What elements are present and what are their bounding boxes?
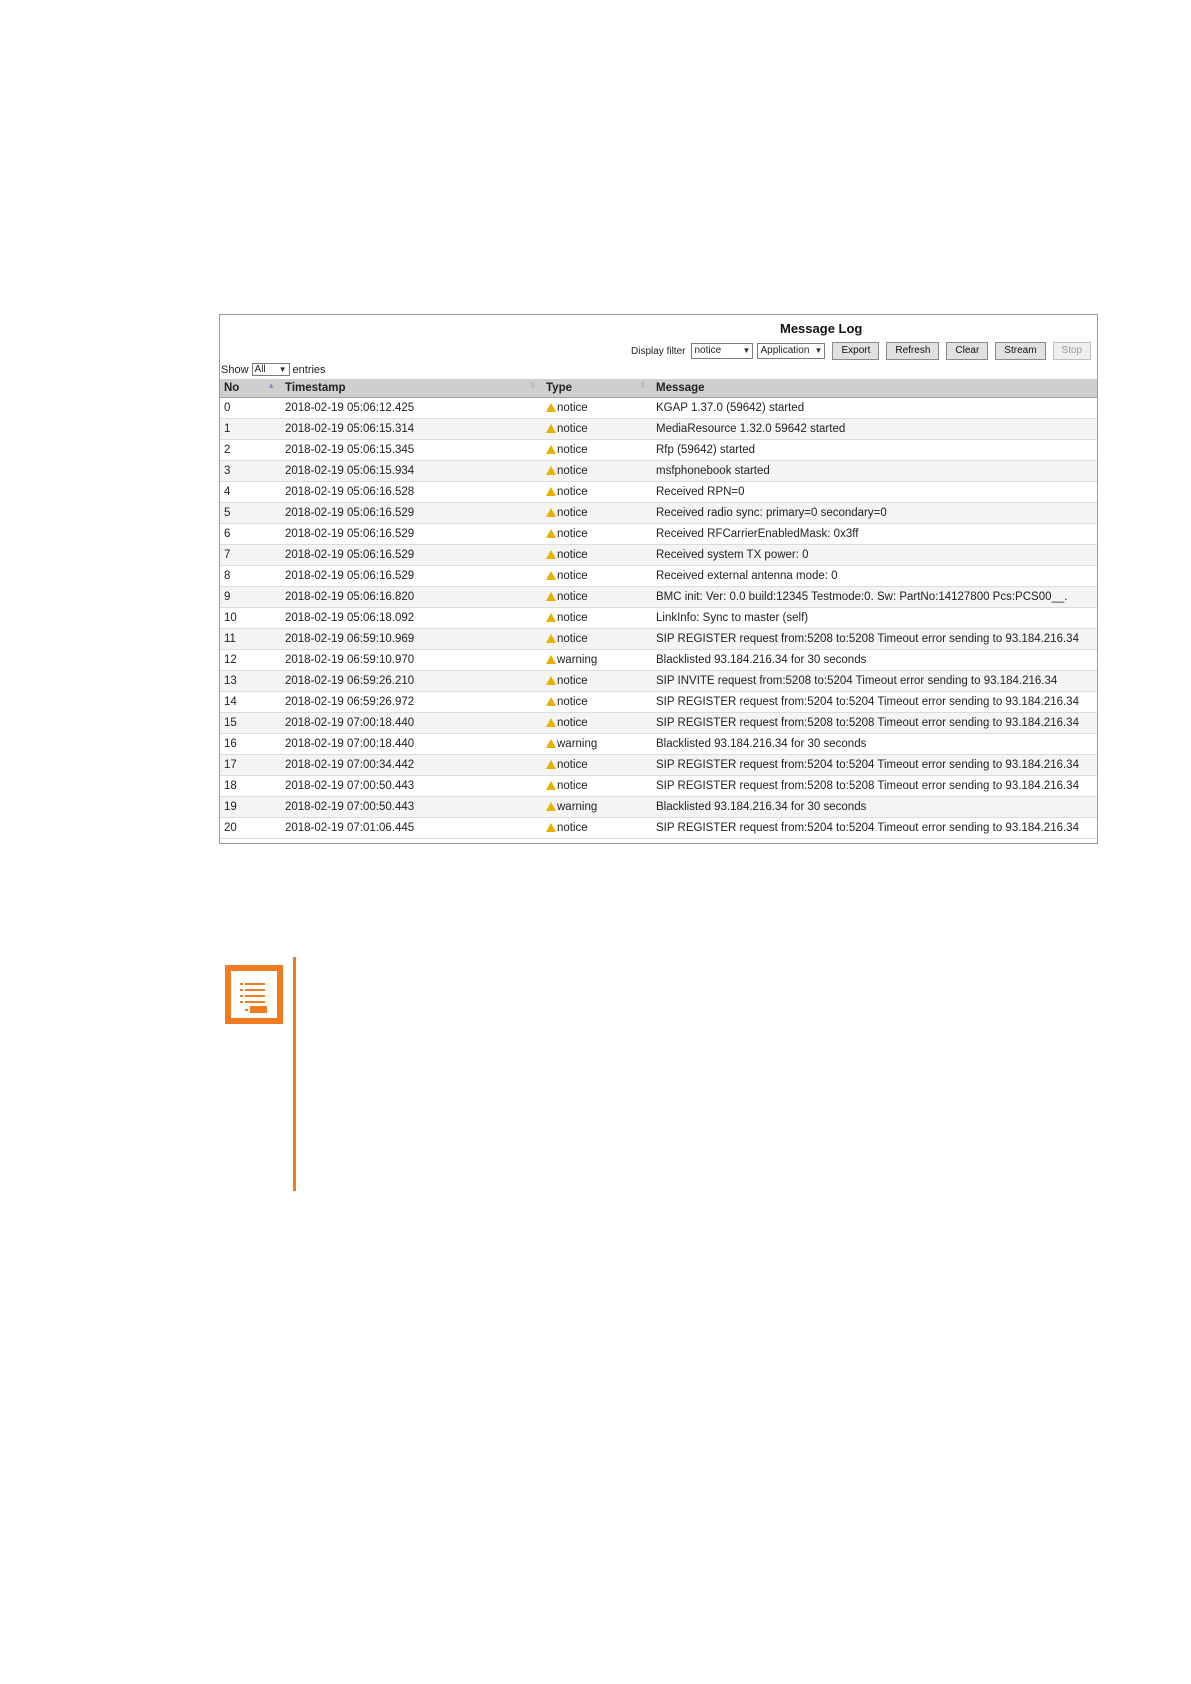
table-row[interactable]: [220, 650, 1097, 671]
cell-message-text: SIP REGISTER request from:5208 to:5208 Timeout error sending to 93.184.216.34: [656, 717, 1079, 729]
filter-toolbar: [631, 341, 1091, 361]
cell-no: [220, 524, 281, 545]
cell-type: [542, 650, 652, 671]
cell-timestamp: [281, 818, 542, 839]
cell-timestamp-text: 2018-02-19 05:06:16.820: [285, 591, 415, 603]
cell-type: [542, 503, 652, 524]
table-row[interactable]: [220, 524, 1097, 545]
cell-no: [220, 671, 281, 692]
cell-no-text: 19: [224, 801, 237, 813]
cell-type: [542, 461, 652, 482]
warning-icon: [546, 424, 556, 433]
cell-timestamp-text: 2018-02-19 06:59:10.970: [285, 654, 415, 666]
cell-timestamp: [281, 587, 542, 608]
warning-icon: [546, 592, 556, 601]
cell-no-text: 8: [224, 570, 231, 582]
chevron-down-icon: ▼: [742, 346, 751, 355]
cell-message-text: Blacklisted 93.184.216.34 for 30 seconds: [656, 801, 867, 813]
cell-type-text: notice: [557, 549, 588, 561]
cell-type-text: notice: [557, 507, 588, 519]
cell-timestamp-text: 2018-02-19 05:06:16.529: [285, 549, 415, 561]
cell-message-text: SIP REGISTER request from:5208 to:5208 Timeout error sending to 93.184.216.34: [656, 780, 1079, 792]
cell-no: [220, 545, 281, 566]
cell-timestamp: [281, 776, 542, 797]
cell-type: [542, 566, 652, 587]
table-row[interactable]: [220, 755, 1097, 776]
cell-timestamp-text: 2018-02-19 06:59:26.972: [285, 696, 415, 708]
table-row[interactable]: [220, 629, 1097, 650]
table-row[interactable]: [220, 692, 1097, 713]
cell-type: [542, 734, 652, 755]
cell-timestamp: [281, 503, 542, 524]
refresh-button[interactable]: Refresh: [886, 342, 939, 360]
cell-no-text: 3: [224, 465, 231, 477]
cell-timestamp-text: 2018-02-19 07:00:50.443: [285, 780, 415, 792]
table-row[interactable]: [220, 671, 1097, 692]
export-button[interactable]: Export: [832, 342, 879, 360]
table-row[interactable]: [220, 503, 1097, 524]
table-row[interactable]: [220, 587, 1097, 608]
cell-message-text: SIP REGISTER request from:5208 to:5208 Timeout error sending to 93.184.216.34: [656, 633, 1079, 645]
cell-type-text: notice: [557, 675, 588, 687]
cell-message: [652, 461, 1097, 482]
cell-type: [542, 818, 652, 839]
cell-no: [220, 692, 281, 713]
table-body: [220, 398, 1097, 839]
cell-no-text: 20: [224, 822, 237, 834]
cell-message: [652, 797, 1097, 818]
cell-no-text: 12: [224, 654, 237, 666]
cell-message: [652, 755, 1097, 776]
cell-no-text: 2: [224, 444, 231, 456]
cell-message-text: BMC init: Ver: 0.0 build:12345 Testmode:0. Sw: PartNo:14127800 Pcs:PCS00__.: [656, 591, 1068, 603]
warning-icon: [546, 739, 556, 748]
cell-no-text: 4: [224, 486, 231, 498]
cell-message: [652, 608, 1097, 629]
cell-timestamp-text: 2018-02-19 05:06:16.529: [285, 528, 415, 540]
column-header-no[interactable]: [220, 379, 281, 398]
cell-type-text: warning: [557, 738, 598, 750]
warning-icon: [546, 529, 556, 538]
cell-no-text: 5: [224, 507, 231, 519]
cell-timestamp-text: 2018-02-19 07:00:18.440: [285, 717, 415, 729]
table-row[interactable]: [220, 776, 1097, 797]
cell-timestamp: [281, 524, 542, 545]
cell-no: [220, 440, 281, 461]
cell-message: [652, 713, 1097, 734]
show-entries-select[interactable]: [252, 363, 290, 376]
cell-no-text: 10: [224, 612, 237, 624]
cell-timestamp-text: 2018-02-19 06:59:10.969: [285, 633, 415, 645]
warning-icon: [546, 760, 556, 769]
cell-message-text: MediaResource 1.32.0 59642 started: [656, 423, 846, 435]
cell-type: [542, 713, 652, 734]
cell-type: [542, 587, 652, 608]
warning-icon: [546, 802, 556, 811]
cell-message-text: SIP INVITE request from:5208 to:5204 Timeout error sending to 93.184.216.34: [656, 675, 1058, 687]
cell-no: [220, 503, 281, 524]
cell-message: [652, 587, 1097, 608]
cell-timestamp-text: 2018-02-19 05:06:15.345: [285, 444, 415, 456]
cell-type: [542, 797, 652, 818]
cell-message-text: SIP REGISTER request from:5204 to:5204 Timeout error sending to 93.184.216.34: [656, 822, 1079, 834]
cell-type: [542, 440, 652, 461]
cell-message-text: LinkInfo: Sync to master (self): [656, 612, 809, 624]
clear-button[interactable]: Clear: [946, 342, 988, 360]
cell-message-text: Received external antenna mode: 0: [656, 570, 838, 582]
table-row[interactable]: [220, 461, 1097, 482]
cell-timestamp-text: 2018-02-19 07:00:50.443: [285, 801, 415, 813]
table-row[interactable]: [220, 440, 1097, 461]
cell-type: [542, 398, 652, 419]
source-select[interactable]: [757, 343, 825, 359]
cell-message: [652, 398, 1097, 419]
show-entries-value: All: [254, 363, 266, 375]
cell-no: [220, 419, 281, 440]
cell-type: [542, 692, 652, 713]
cell-no-text: 17: [224, 759, 237, 771]
cell-message: [652, 692, 1097, 713]
table-header-row: [220, 379, 1097, 398]
cell-no-text: 11: [224, 633, 236, 645]
cell-timestamp-text: 2018-02-19 06:59:26.210: [285, 675, 415, 687]
cell-timestamp-text: 2018-02-19 05:06:15.314: [285, 423, 415, 435]
cell-type-text: notice: [557, 612, 588, 624]
table-row[interactable]: [220, 797, 1097, 818]
cell-timestamp-text: 2018-02-19 05:06:15.934: [285, 465, 415, 477]
cell-no-text: 18: [224, 780, 237, 792]
cell-message: [652, 671, 1097, 692]
table-row[interactable]: [220, 713, 1097, 734]
display-filter-select[interactable]: [691, 343, 753, 359]
cell-no: [220, 734, 281, 755]
cell-no: [220, 587, 281, 608]
cell-type-text: notice: [557, 633, 588, 645]
cell-message: [652, 482, 1097, 503]
cell-message-text: KGAP 1.37.0 (59642) started: [656, 402, 805, 414]
warning-icon: [546, 508, 556, 517]
warning-icon: [546, 676, 556, 685]
cell-type-text: notice: [557, 696, 588, 708]
source-value: Application: [760, 345, 810, 356]
cell-type-text: notice: [557, 423, 588, 435]
message-log-table: [220, 379, 1097, 839]
table-row[interactable]: [220, 566, 1097, 587]
stream-button[interactable]: Stream: [995, 342, 1045, 360]
warning-icon: [546, 571, 556, 580]
cell-message-text: SIP REGISTER request from:5204 to:5204 Timeout error sending to 93.184.216.34: [656, 696, 1079, 708]
show-label: Show: [221, 363, 249, 376]
cell-no: [220, 797, 281, 818]
warning-icon: [546, 466, 556, 475]
cell-no: [220, 818, 281, 839]
cell-no-text: 6: [224, 528, 231, 540]
cell-message: [652, 545, 1097, 566]
cell-timestamp: [281, 440, 542, 461]
table-row[interactable]: [220, 419, 1097, 440]
cell-timestamp: [281, 755, 542, 776]
cell-timestamp: [281, 650, 542, 671]
cell-no: [220, 482, 281, 503]
cell-timestamp: [281, 671, 542, 692]
cell-message-text: msfphonebook started: [656, 465, 770, 477]
cell-timestamp-text: 2018-02-19 05:06:16.529: [285, 570, 415, 582]
column-header-timestamp[interactable]: [281, 379, 542, 398]
cell-type: [542, 608, 652, 629]
warning-icon: [546, 487, 556, 496]
table-row[interactable]: [220, 482, 1097, 503]
sort-ascending-icon: ▲: [267, 381, 275, 390]
cell-no-text: 1: [224, 423, 231, 435]
cell-type: [542, 671, 652, 692]
cell-message-text: Received radio sync: primary=0 secondary=0: [656, 507, 887, 519]
column-header-message[interactable]: [652, 379, 1097, 398]
cell-type: [542, 545, 652, 566]
cell-no-text: 0: [224, 402, 231, 414]
cell-type-text: notice: [557, 717, 588, 729]
warning-icon: [546, 445, 556, 454]
warning-icon: [546, 613, 556, 622]
cell-no: [220, 608, 281, 629]
entries-label: entries: [292, 363, 326, 376]
warning-icon: [546, 697, 556, 706]
warning-icon: [546, 823, 556, 832]
column-header-timestamp-label: Timestamp: [285, 382, 346, 394]
cell-no: [220, 398, 281, 419]
cell-message: [652, 503, 1097, 524]
cell-type-text: notice: [557, 528, 588, 540]
column-header-no-label: No: [224, 382, 240, 394]
table-row[interactable]: [220, 818, 1097, 839]
cell-message-text: Blacklisted 93.184.216.34 for 30 seconds: [656, 654, 867, 666]
cell-no-text: 13: [224, 675, 237, 687]
warning-icon: [546, 403, 556, 412]
cell-no-text: 14: [224, 696, 237, 708]
cell-no: [220, 776, 281, 797]
cell-message: [652, 440, 1097, 461]
cell-message-text: Blacklisted 93.184.216.34 for 30 seconds: [656, 738, 867, 750]
cell-type-text: notice: [557, 780, 588, 792]
table-row[interactable]: [220, 398, 1097, 419]
cell-message-text: Received RPN=0: [656, 486, 745, 498]
cell-timestamp-text: 2018-02-19 07:00:34.442: [285, 759, 415, 771]
message-log-screenshot: [219, 314, 1098, 844]
cell-message-text: Received RFCarrierEnabledMask: 0x3ff: [656, 528, 859, 540]
column-header-type-label: Type: [546, 382, 572, 394]
cell-timestamp: [281, 398, 542, 419]
warning-icon: [546, 655, 556, 664]
cell-type-text: notice: [557, 759, 588, 771]
message-log-title: Message Log: [780, 321, 863, 336]
cell-timestamp-text: 2018-02-19 07:01:06.445: [285, 822, 415, 834]
cell-message: [652, 566, 1097, 587]
cell-type: [542, 755, 652, 776]
cell-no: [220, 713, 281, 734]
sort-both-icon: ⇕: [639, 381, 646, 390]
chevron-down-icon: ▼: [814, 346, 823, 355]
cell-type-text: warning: [557, 654, 598, 666]
cell-message: [652, 734, 1097, 755]
note-list-icon: [225, 965, 283, 1024]
cell-no-text: 16: [224, 738, 237, 750]
cell-type: [542, 482, 652, 503]
cell-timestamp: [281, 482, 542, 503]
column-header-type[interactable]: [542, 379, 652, 398]
table-row[interactable]: [220, 734, 1097, 755]
cell-timestamp-text: 2018-02-19 05:06:12.425: [285, 402, 415, 414]
column-header-message-label: Message: [656, 382, 705, 394]
note-divider-line: [293, 957, 296, 1191]
cell-message: [652, 524, 1097, 545]
cell-type-text: warning: [557, 801, 598, 813]
cell-message-text: Rfp (59642) started: [656, 444, 756, 456]
cell-message-text: Received system TX power: 0: [656, 549, 809, 561]
cell-timestamp-text: 2018-02-19 05:06:16.529: [285, 507, 415, 519]
cell-timestamp: [281, 692, 542, 713]
cell-timestamp: [281, 419, 542, 440]
cell-no: [220, 629, 281, 650]
cell-type-text: notice: [557, 591, 588, 603]
cell-timestamp: [281, 797, 542, 818]
cell-no-text: 15: [224, 717, 237, 729]
cell-timestamp: [281, 629, 542, 650]
stop-button[interactable]: Stop: [1053, 342, 1092, 360]
cell-timestamp-text: 2018-02-19 05:06:18.092: [285, 612, 415, 624]
cell-no-text: 9: [224, 591, 231, 603]
table-row[interactable]: [220, 545, 1097, 566]
cell-type-text: notice: [557, 570, 588, 582]
cell-no: [220, 650, 281, 671]
show-entries-control: [221, 363, 326, 376]
cell-message-text: SIP REGISTER request from:5204 to:5204 Timeout error sending to 93.184.216.34: [656, 759, 1079, 771]
warning-icon: [546, 718, 556, 727]
cell-no-text: 7: [224, 549, 231, 561]
cell-message: [652, 650, 1097, 671]
cell-message: [652, 818, 1097, 839]
cell-type: [542, 419, 652, 440]
cell-message: [652, 419, 1097, 440]
sort-both-icon: ⇕: [529, 381, 536, 390]
cell-type: [542, 629, 652, 650]
cell-timestamp: [281, 608, 542, 629]
cell-type-text: notice: [557, 465, 588, 477]
cell-timestamp: [281, 734, 542, 755]
cell-no: [220, 566, 281, 587]
cell-timestamp-text: 2018-02-19 05:06:16.528: [285, 486, 415, 498]
cell-no: [220, 461, 281, 482]
cell-type-text: notice: [557, 822, 588, 834]
cell-timestamp: [281, 713, 542, 734]
cell-type-text: notice: [557, 444, 588, 456]
chevron-down-icon: ▼: [278, 364, 287, 374]
cell-type-text: notice: [557, 486, 588, 498]
cell-type: [542, 524, 652, 545]
cell-type-text: notice: [557, 402, 588, 414]
cell-message: [652, 776, 1097, 797]
display-filter-label: Display filter: [631, 345, 686, 357]
table-row[interactable]: [220, 608, 1097, 629]
cell-timestamp: [281, 461, 542, 482]
cell-timestamp: [281, 566, 542, 587]
cell-type: [542, 776, 652, 797]
cell-timestamp: [281, 545, 542, 566]
warning-icon: [546, 781, 556, 790]
cell-timestamp-text: 2018-02-19 07:00:18.440: [285, 738, 415, 750]
cell-message: [652, 629, 1097, 650]
cell-no: [220, 755, 281, 776]
display-filter-value: notice: [694, 345, 722, 356]
warning-icon: [546, 634, 556, 643]
warning-icon: [546, 550, 556, 559]
